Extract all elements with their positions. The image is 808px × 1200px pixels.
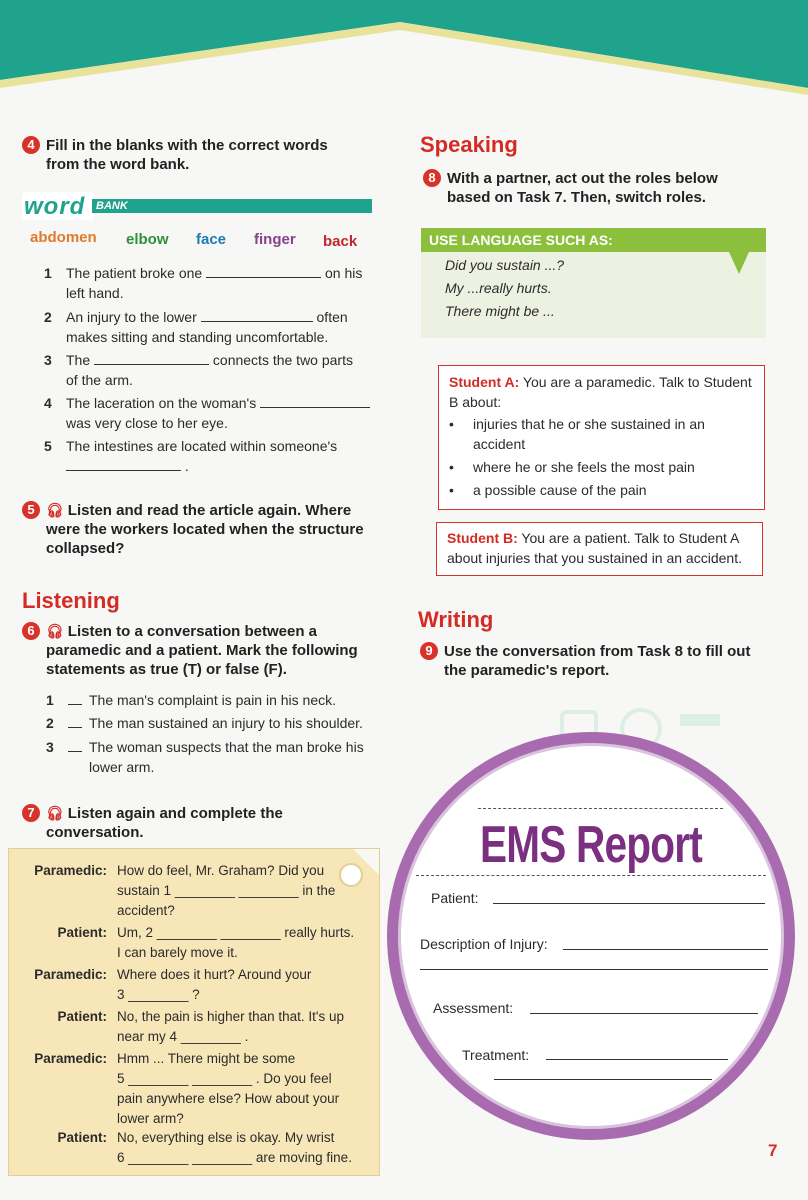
speech-pointer [729, 252, 749, 274]
word-abdomen: abdomen [30, 229, 97, 246]
task-4-instruction: 4 Fill in the blanks with the correct words from the word bank. [22, 136, 362, 174]
task4-item-3: 3 The connects the two parts of the arm. [44, 352, 353, 388]
student-a-card: Student A: You are a paramedic. Talk to Student B about: • injuries that he or she sustained in an accident • where he or she feels the most pain • a possible cause of the pain [438, 365, 765, 510]
treatment-input-line-2[interactable] [494, 1079, 712, 1080]
assessment-input[interactable] [530, 1013, 758, 1014]
field-label-treatment: Treatment: [462, 1047, 530, 1063]
field-label-patient: Patient: [431, 890, 479, 906]
phrase: My ...really hurts. [445, 280, 552, 296]
field-label-description: Description of Injury: [420, 936, 548, 952]
task-number: 4 [22, 136, 40, 154]
page-number: 7 [768, 1141, 778, 1160]
answer-blank[interactable] [66, 458, 181, 471]
task-8-instruction: 8 With a partner, act out the roles below based on Task 7. Then, switch roles. [423, 169, 783, 207]
tf-blank[interactable] [68, 739, 82, 752]
word-face: face [196, 231, 227, 248]
word-elbow: elbow [126, 231, 169, 248]
headphones-icon: 🎧︎ [46, 623, 64, 639]
headphones-icon: 🎧︎ [46, 502, 64, 518]
answer-blank[interactable] [260, 395, 370, 408]
task4-item-2: 2 An injury to the lower often makes sitting and standing uncomfortable. [44, 309, 348, 345]
conversation-line-4: Patient: No, the pain is higher than that. It's up near my 4 ________ . [57, 1009, 344, 1044]
student-b-card: Student B: You are a patient. Talk to Student A about injuries that you sustained in an accident. [436, 522, 763, 576]
conversation-line-5: Paramedic: Hmm ... There might be some 5 ________ ________ . Do you feel pain anywhere else? How about your lower arm? [34, 1051, 340, 1126]
tf-blank[interactable] [68, 715, 82, 728]
description-input-line-2[interactable] [420, 969, 768, 970]
task-5-instruction: 5 🎧︎ Listen and read the article again. Where were the workers located when the structure collapsed? [22, 501, 372, 558]
headphones-icon: 🎧︎ [46, 805, 64, 821]
language-box-title: USE LANGUAGE SUCH AS: [429, 232, 613, 248]
task4-item-1: 1 The patient broke one on his left hand. [44, 265, 363, 301]
ems-report-form [387, 732, 795, 1140]
answer-blank[interactable] [94, 352, 209, 365]
answer-blank[interactable] [206, 265, 321, 278]
language-box [421, 228, 766, 338]
answer-blank[interactable] [201, 309, 313, 322]
conversation-card [8, 848, 380, 1176]
conversation-line-3: Paramedic: Where does it hurt? Around your 3 ________ ? [34, 967, 312, 1002]
task-7-instruction: 7 🎧︎ Listen again and complete the conversation. [22, 804, 362, 842]
tf-blank[interactable] [68, 692, 82, 705]
conversation-line-2: Patient: Um, 2 ________ ________ really hurts. I can barely move it. [57, 925, 355, 960]
student-a-bullet: • injuries that he or she sustained in an accident [449, 416, 705, 452]
task-6-instruction: 6 🎧︎ Listen to a conversation between a paramedic and a patient. Mark the following statements as true (T) or false (F). [22, 622, 372, 679]
conversation-line-6: Patient: No, everything else is okay. My wrist 6 ________ ________ are moving fine. [57, 1130, 352, 1165]
listening-heading: Listening [22, 588, 120, 613]
phrase: Did you sustain ...? [445, 257, 565, 273]
task4-item-5: 5 The intestines are located within someone's . [44, 438, 338, 474]
task6-item-3: 3 The woman suspects that the man broke his lower arm. [46, 739, 364, 775]
treatment-input[interactable] [546, 1059, 728, 1060]
task4-item-4: 4 The laceration on the woman's was very close to her eye. [44, 393, 374, 433]
word-bank-logo: word [24, 193, 86, 220]
conversation-line-1: Paramedic: How do feel, Mr. Graham? Did you sustain 1 ________ ________ in the accident? [34, 863, 336, 918]
task-9-instruction: 9 Use the conversation from Task 8 to fill out the paramedic's report. [420, 642, 780, 680]
top-band [0, 0, 808, 95]
ems-report-title: EMS Report [479, 816, 703, 874]
word-back: back [323, 233, 358, 250]
phrase: There might be ... [445, 303, 555, 319]
description-input[interactable] [563, 949, 768, 950]
word-finger: finger [254, 231, 296, 248]
word-bank-banner: word BANK [22, 192, 372, 220]
patient-input[interactable] [493, 903, 765, 904]
task6-item-2: 2 The man sustained an injury to his shoulder. [46, 715, 363, 731]
speaking-heading: Speaking [420, 132, 518, 157]
task6-item-1: 1 The man's complaint is pain in his neck. [46, 692, 337, 708]
writing-heading: Writing [418, 607, 494, 632]
field-label-assessment: Assessment: [433, 1000, 514, 1016]
